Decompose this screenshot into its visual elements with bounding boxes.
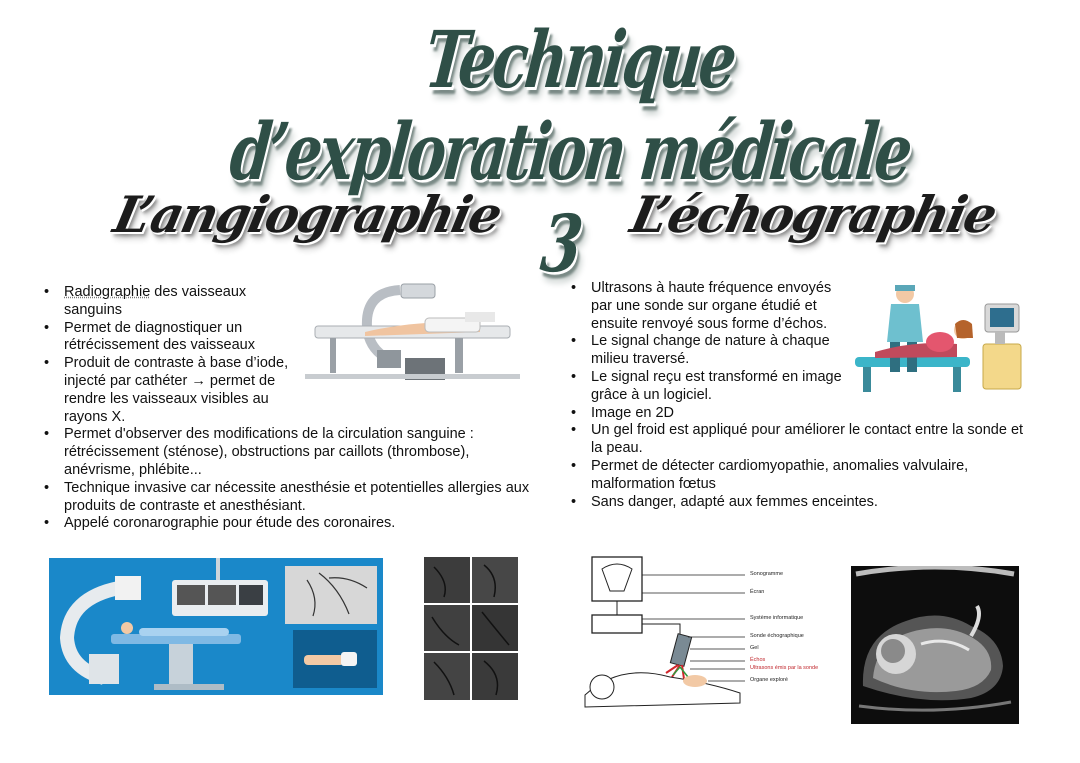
list-item: • Technique invasive car nécessite anesthésie et potentielles allergies aux produits de contraste et anesthésiant. <box>40 480 535 516</box>
ultrasound-fetus-image <box>851 566 1019 724</box>
diagram-label-sonogramme: Sonogramme <box>750 571 784 577</box>
list-item: • Le signal reçu est transformé en image grâce à un logiciel. <box>567 369 846 405</box>
list-item: • Produit de contraste à base d’iode, injecté par cathéter → permet de rendre les vaisseaux visibles au rayons X. <box>40 355 289 426</box>
list-item: • Permet de diagnostiquer un rétrécissement des vaisseaux <box>40 320 289 356</box>
diagram-label-systeme: Système informatique <box>750 615 804 621</box>
echographie-heading: L’échographie <box>625 185 1001 244</box>
angiography-illustration <box>49 558 383 695</box>
list-item: • Permet de détecter cardiomyopathie, anomalies valvulaire, malformation fœtus <box>567 458 1027 494</box>
list-item: • Appelé coronarographie pour étude des coronaires. <box>40 515 535 533</box>
angiogram-grid-image <box>424 557 518 700</box>
list-item: • Image en 2D <box>567 405 1027 423</box>
underlined-word: Radiographie <box>64 284 151 300</box>
list-item: • Permet d'observer des modifications de la circulation sanguine : rétrécissement (sténose), obstructions par caillots (thrombose), anévrisme, phlébite... <box>40 426 535 479</box>
diagram-label-ecran: Écran <box>750 589 765 595</box>
diagram-label-ultrasons: Ultrasons émis par la sonde <box>750 665 819 671</box>
angiographie-heading: L’angiographie <box>108 185 506 244</box>
diagram-label-sonde: Sonde échographique <box>750 633 804 639</box>
list-item: • Ultrasons à haute fréquence envoyés par une sonde sur organe étudié et ensuite renvoyé sous forme d’échos. <box>567 280 846 333</box>
angiography-machine-image <box>305 282 520 387</box>
list-item: • Un gel froid est appliqué pour améliorer le contact entre la sonde et la peau. <box>567 422 1027 458</box>
list-item <box>40 284 289 320</box>
list-item-text: des vaisseaux sanguins <box>64 284 247 318</box>
diagram-label-echos: Échos <box>750 657 766 663</box>
page-title: Technique d’exploration médicale 3 <box>226 14 914 290</box>
diagram-label-gel: Gel <box>750 645 759 651</box>
list-item: • Sans danger, adapté aux femmes enceintes. <box>567 494 1027 512</box>
echography-scene-image <box>845 282 1025 397</box>
list-item: • Le signal change de nature à chaque milieu traversé. <box>567 333 846 369</box>
echography-diagram <box>580 555 830 720</box>
diagram-label-organe: Organe exploré <box>750 677 788 683</box>
